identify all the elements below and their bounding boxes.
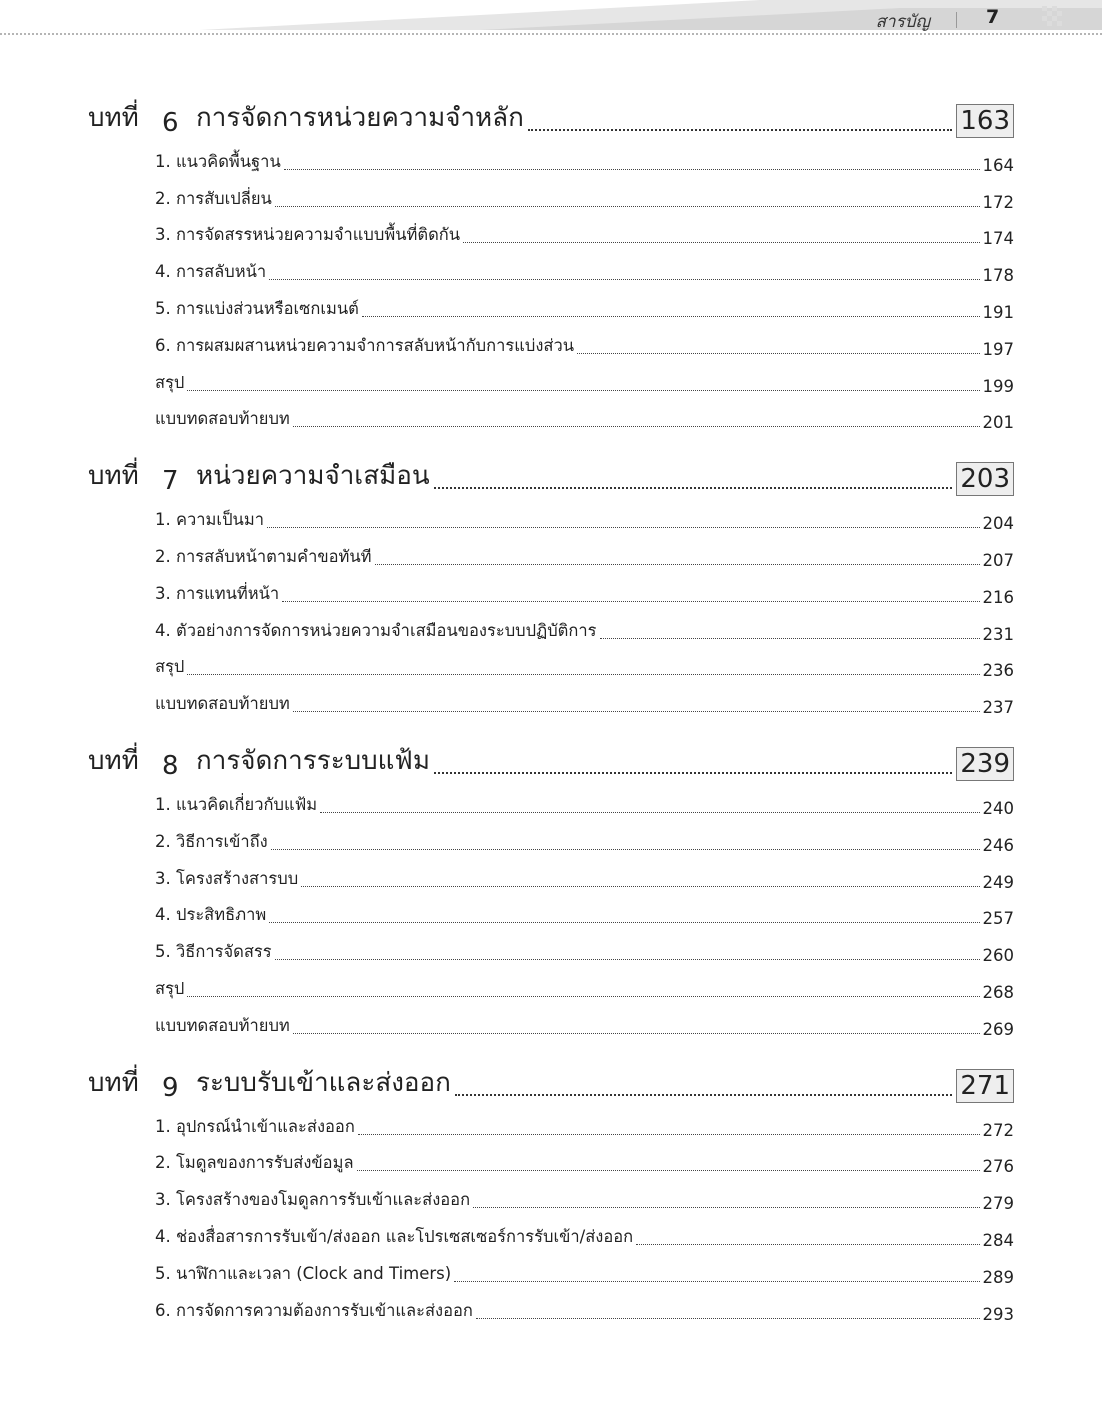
dot-leader <box>269 279 979 280</box>
entry-title: แบบทดสอบท้ายบท <box>155 409 290 429</box>
entry-page: 246 <box>982 835 1014 855</box>
entry-page: 289 <box>982 1267 1014 1287</box>
dot-leader <box>187 390 979 391</box>
entry-page: 199 <box>982 376 1014 396</box>
dot-leader <box>293 711 980 712</box>
entry-page: 191 <box>982 302 1014 322</box>
entry-page: 249 <box>982 872 1014 892</box>
entry-page: 237 <box>982 698 1014 718</box>
entry-title: 4. ช่องสื่อสารการรับเข้า/ส่งออก และโปรเซสเซอร์การรับเข้า/ส่งออก <box>155 1226 634 1246</box>
entry-page: 197 <box>982 339 1014 359</box>
chapter-heading[interactable] <box>88 1061 1014 1103</box>
toc-entry[interactable] <box>155 1176 1014 1213</box>
dot-leader <box>275 206 980 207</box>
toc-entry[interactable] <box>155 1287 1014 1324</box>
dot-leader <box>375 564 980 565</box>
toc-entry[interactable] <box>155 644 1014 681</box>
chapter-heading[interactable] <box>88 96 1014 138</box>
dot-leader <box>293 1033 980 1034</box>
chapter-number: 6 <box>162 108 179 138</box>
toc-entry[interactable] <box>155 818 1014 855</box>
entry-title: 1. แนวคิดเกี่ยวกับแฟ้ม <box>155 794 318 814</box>
section-title: สารบัญ <box>875 12 930 32</box>
toc-entry[interactable] <box>155 928 1014 965</box>
entry-title: 4. การสลับหน้า <box>155 262 267 282</box>
toc-entry[interactable] <box>155 1213 1014 1250</box>
dot-leader <box>284 169 980 170</box>
entry-title: 2. วิธีการเข้าถึง <box>155 831 268 851</box>
entry-page: 284 <box>982 1230 1014 1250</box>
dot-leader <box>282 601 979 602</box>
entry-page: 293 <box>982 1304 1014 1324</box>
header-divider <box>956 12 957 28</box>
chapter-number: 9 <box>162 1072 179 1103</box>
entry-page: 164 <box>982 155 1014 175</box>
entry-page: 201 <box>982 413 1014 433</box>
chapter-9 <box>88 1061 1014 1324</box>
dot-leader <box>267 527 980 528</box>
entry-title: 5. การแบ่งส่วนหรือเซกเมนต์ <box>155 298 359 318</box>
toc-entry[interactable] <box>155 781 1014 818</box>
dot-leader <box>269 922 979 923</box>
entry-title: 3. การแทนที่หน้า <box>155 583 280 603</box>
chapter-heading[interactable] <box>88 454 1014 496</box>
chapter-heading[interactable] <box>88 739 1014 781</box>
toc-entry[interactable] <box>155 1002 1014 1039</box>
toc-entry[interactable] <box>155 496 1014 533</box>
entry-page: 174 <box>982 229 1014 249</box>
dot-leader <box>358 1134 980 1135</box>
entry-title: 5. วิธีการจัดสรร <box>155 942 272 962</box>
chapter-page-box: 271 <box>956 1069 1014 1103</box>
entry-page: 231 <box>982 624 1014 644</box>
dot-leader <box>473 1207 979 1208</box>
toc-entry[interactable] <box>155 285 1014 322</box>
toc-entry[interactable] <box>155 607 1014 644</box>
toc-entry[interactable] <box>155 1103 1014 1140</box>
entry-page: 236 <box>982 661 1014 681</box>
toc-entry[interactable] <box>155 248 1014 285</box>
dot-leader <box>320 812 979 813</box>
entry-title: 4. ประสิทธิภาพ <box>155 905 267 925</box>
dot-leader <box>187 674 979 675</box>
toc-entry[interactable] <box>155 212 1014 249</box>
entry-title: แบบทดสอบท้ายบท <box>155 1015 290 1035</box>
toc-entry[interactable] <box>155 533 1014 570</box>
toc-entry[interactable] <box>155 175 1014 212</box>
entry-title: 3. โครงสร้างสารบบ <box>155 868 299 888</box>
chapter-number: 7 <box>162 466 179 497</box>
chapter-page-box: 239 <box>956 747 1014 781</box>
dot-leader <box>476 1318 980 1319</box>
entry-page: 260 <box>982 946 1014 966</box>
entry-page: 268 <box>982 982 1014 1002</box>
dot-leader <box>434 487 953 489</box>
entry-page: 272 <box>982 1120 1014 1140</box>
entry-title: สรุป <box>155 657 185 677</box>
toc-entry[interactable] <box>155 359 1014 396</box>
dot-leader <box>301 886 979 887</box>
page-header <box>0 0 1102 34</box>
header-dotted-rule <box>0 33 1102 35</box>
chapter-title: การจัดการระบบแฟ้ม <box>196 746 430 777</box>
entry-page: 257 <box>982 909 1014 929</box>
dot-leader <box>362 316 980 317</box>
dot-leader <box>357 1170 980 1171</box>
toc-entry[interactable] <box>155 680 1014 717</box>
entry-title: 3. โครงสร้างของโมดูลการรับเข้าและส่งออก <box>155 1190 471 1210</box>
entry-title: 1. แนวคิดพื้นฐาน <box>155 151 281 171</box>
entry-page: 172 <box>982 192 1014 212</box>
entry-title: 1. อุปกรณ์นำเข้าและส่งออก <box>155 1116 355 1136</box>
entry-page: 216 <box>982 587 1014 607</box>
toc-entry[interactable] <box>155 965 1014 1002</box>
entry-title: สรุป <box>155 978 185 998</box>
entry-title: แบบทดสอบท้ายบท <box>155 694 290 714</box>
entry-page: 204 <box>982 514 1014 534</box>
entry-title: 6. การจัดการความต้องการรับเข้าและส่งออก <box>155 1300 473 1320</box>
entry-title: 6. การผสมผสานหน่วยความจำการสลับหน้ากับการแบ่งส่วน <box>155 335 575 355</box>
dot-leader <box>636 1244 979 1245</box>
chapter-7 <box>88 454 1014 717</box>
toc-entry[interactable] <box>155 1250 1014 1287</box>
chapter-label: บทที่ <box>88 746 139 777</box>
chapter-title: ระบบรับเข้าและส่งออก <box>196 1067 451 1098</box>
chapter-number: 8 <box>162 751 179 782</box>
entry-title: 2. โมดูลของการรับส่งข้อมูล <box>155 1153 354 1173</box>
toc-entry[interactable] <box>155 1140 1014 1177</box>
dot-leader <box>600 638 980 639</box>
dot-leader <box>275 959 980 960</box>
toc-entry[interactable] <box>155 396 1014 433</box>
entry-page: 178 <box>982 266 1014 286</box>
toc-entry[interactable] <box>155 892 1014 929</box>
entry-page: 207 <box>982 550 1014 570</box>
entry-title: 2. การสับเปลี่ยน <box>155 188 272 208</box>
toc-entry[interactable] <box>155 570 1014 607</box>
entry-title: 5. นาฬิกาและเวลา (Clock and Timers) <box>155 1263 452 1283</box>
dot-leader <box>187 996 979 997</box>
chapter-label: บทที่ <box>88 461 139 492</box>
page-number: 7 <box>986 6 1000 28</box>
dot-leader <box>463 242 979 243</box>
toc-entry[interactable] <box>155 138 1014 175</box>
dot-leader <box>434 772 952 774</box>
chapter-page-box: 163 <box>956 104 1014 138</box>
entry-title: สรุป <box>155 372 185 392</box>
entry-title: 2. การสลับหน้าตามคำขอทันที <box>155 546 372 566</box>
dot-leader <box>577 353 979 354</box>
chapter-6 <box>88 96 1014 432</box>
chapter-title: การจัดการหน่วยความจำหลัก <box>196 103 524 133</box>
chapter-page-box: 203 <box>956 462 1014 496</box>
entry-page: 276 <box>982 1157 1014 1177</box>
entry-page: 269 <box>982 1019 1014 1039</box>
toc-entry[interactable] <box>155 322 1014 359</box>
chapter-label: บทที่ <box>88 1067 139 1098</box>
dot-leader <box>528 129 953 131</box>
chapter-title: หน่วยความจำเสมือน <box>196 461 430 492</box>
table-of-contents <box>88 96 1014 1346</box>
header-decoration <box>0 0 1102 34</box>
chapter-8 <box>88 739 1014 1039</box>
entry-page: 240 <box>982 798 1014 818</box>
toc-entry[interactable] <box>155 855 1014 892</box>
entry-title: 1. ความเป็นมา <box>155 510 264 530</box>
dot-leader <box>293 426 980 427</box>
dot-leader <box>454 1281 979 1282</box>
dot-leader <box>455 1094 953 1096</box>
chapter-label: บทที่ <box>88 103 139 133</box>
entry-title: 3. การจัดสรรหน่วยความจำแบบพื้นที่ติดกัน <box>155 225 461 245</box>
dot-leader <box>271 849 980 850</box>
entry-title: 4. ตัวอย่างการจัดการหน่วยความจำเสมือนของระบบปฏิบัติการ <box>155 620 597 640</box>
entry-page: 279 <box>982 1194 1014 1214</box>
